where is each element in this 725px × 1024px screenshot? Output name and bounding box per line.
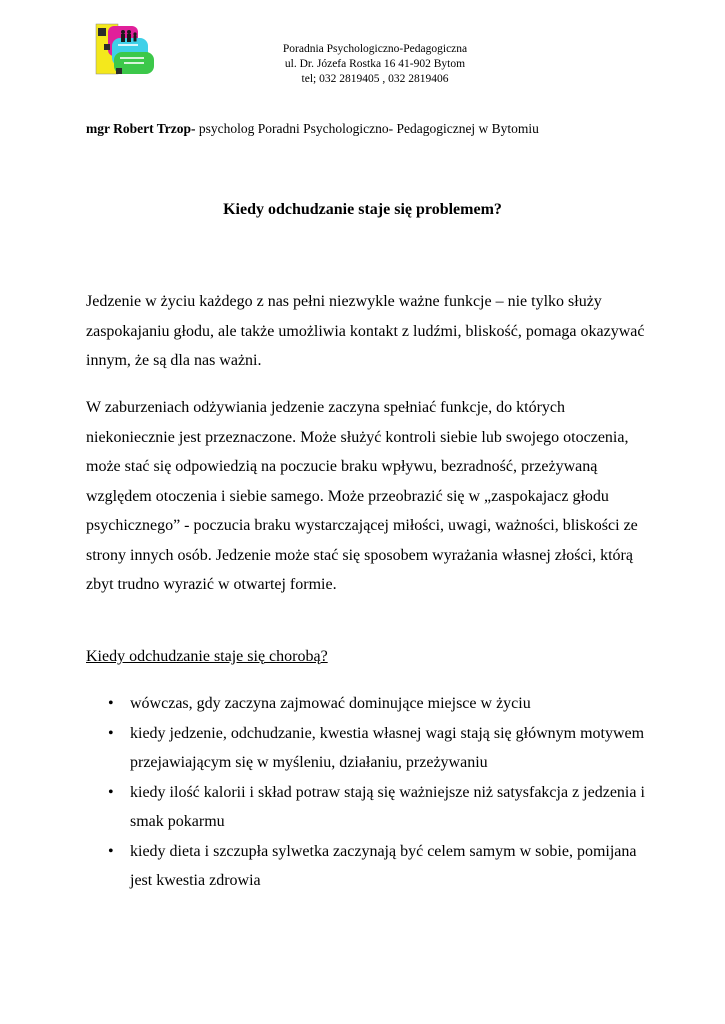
bullet-icon: • bbox=[108, 695, 114, 712]
paragraph-1: Jedzenie w życiu każdego z nas pełni niezwykle ważne funkcje – nie tylko służy zaspokajaniu głodu, ale także umożliwia kontakt z ludźmi, bliskość, pomaga okazywać innym, że są dla nas ważni. bbox=[86, 293, 645, 369]
clinic-phone: tel; 032 2819405 , 032 2819406 bbox=[301, 73, 449, 85]
bullet-icon: • bbox=[108, 783, 114, 801]
clinic-logo bbox=[94, 20, 158, 82]
list-item-text: wówczas, gdy zaczyna zajmować dominujące miejsce w życiu bbox=[130, 695, 531, 712]
list-item bbox=[86, 778, 646, 837]
clinic-address: ul. Dr. Józefa Rostka 16 41-902 Bytom bbox=[284, 58, 466, 70]
bullet-icon: • bbox=[108, 842, 114, 860]
section-heading: Kiedy odchudzanie staje się chorobą? bbox=[86, 648, 328, 665]
author-name: mgr Robert Trzop- bbox=[86, 121, 196, 136]
list-item bbox=[86, 689, 646, 719]
list-item-text: kiedy dieta i szczupła sylwetka zaczynają być celem samym w sobie, pomijana jest kwestia zdrowia bbox=[130, 842, 637, 889]
paragraph-2: W zaburzeniach odżywiania jedzenie zaczyna spełniać funkcje, do których niekoniecznie jest przeznaczone. Może służyć kontroli siebie lub swojego otoczenia, może stać się odpowiedzią na poczucie braku wpływu, bezradność, przeżywaną względem otoczenia i siebie samego. Może przeobrazić się w „zaspokajacz głodu psychicznego” - poczucia braku wystarczającej miłości, uwagi, ważności, bliskości ze strony innych osób. Jedzenie może stać się sposobem wyrażania własnej złości, którą zbyt trudno wyrazić w otwartej formie. bbox=[86, 399, 638, 593]
list-item bbox=[86, 719, 646, 778]
author-role: psycholog Poradni Psychologiczno- Pedagogicznej w Bytomiu bbox=[195, 121, 539, 136]
clinic-logo-graphic bbox=[94, 20, 158, 82]
document-title: Kiedy odchudzanie staje się problemem? bbox=[223, 201, 502, 218]
author-line bbox=[86, 121, 539, 137]
clinic-name: Poradnia Psychologiczno-Pedagogiczna bbox=[282, 43, 468, 55]
bullet-list bbox=[86, 689, 646, 896]
list-item-text: kiedy ilość kalorii i skład potraw stają się ważniejsze niż satysfakcja z jedzenia i smak pokarmu bbox=[130, 783, 645, 830]
list-item-text: kiedy jedzenie, odchudzanie, kwestia własnej wagi stają się głównym motywem przejawiającym się w myśleniu, działaniu, przeżywaniu bbox=[130, 724, 645, 771]
clinic-header bbox=[180, 42, 570, 87]
list-item bbox=[86, 837, 646, 896]
bullet-icon: • bbox=[108, 724, 114, 742]
